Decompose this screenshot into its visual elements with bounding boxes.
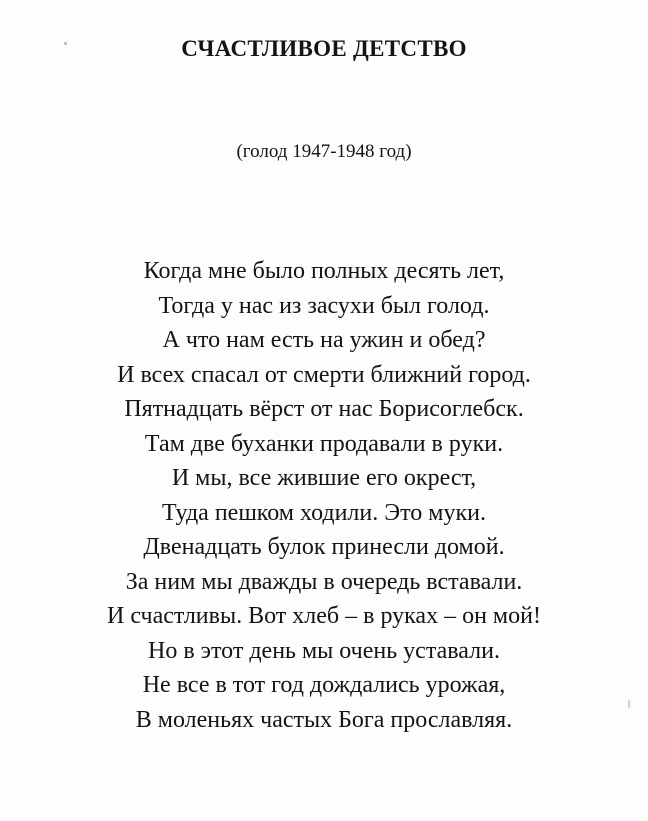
poem-line: Когда мне было полных десять лет, [143, 258, 505, 284]
poem-title: СЧАСТЛИВОЕ ДЕТСТВО [181, 36, 467, 61]
poem-body [0, 254, 648, 737]
poem-line: Не все в тот год дождались урожая, [142, 672, 506, 698]
poem-line: Там две буханки продавали в руки. [144, 430, 504, 457]
poem-line: И мы, все жившие его окрест, [171, 465, 477, 491]
poem-line: Двенадцать булок принесли домой. [143, 534, 505, 560]
poem-line: Пятнадцать вёрст от нас Борисоглебск. [124, 396, 524, 422]
poem-line: И всех спасал от смерти ближний город. [117, 361, 531, 388]
poem-line: В моленьях частых Бога прославляя. [135, 706, 513, 733]
poem-line: А что нам есть на ужин и обед? [162, 327, 486, 353]
poem-subtitle: (голод 1947-1948 год) [236, 141, 412, 162]
poem-line: Но в этот день мы очень уставали. [148, 637, 500, 664]
poem-line: За ним мы дважды в очередь вставали. [125, 568, 523, 595]
poem-line: И счастливы. Вот хлеб – в руках – он мой! [107, 603, 541, 629]
poem-line: Туда пешком ходили. Это муки. [162, 499, 486, 526]
poem-line: Тогда у нас из засухи был голод. [158, 292, 490, 319]
